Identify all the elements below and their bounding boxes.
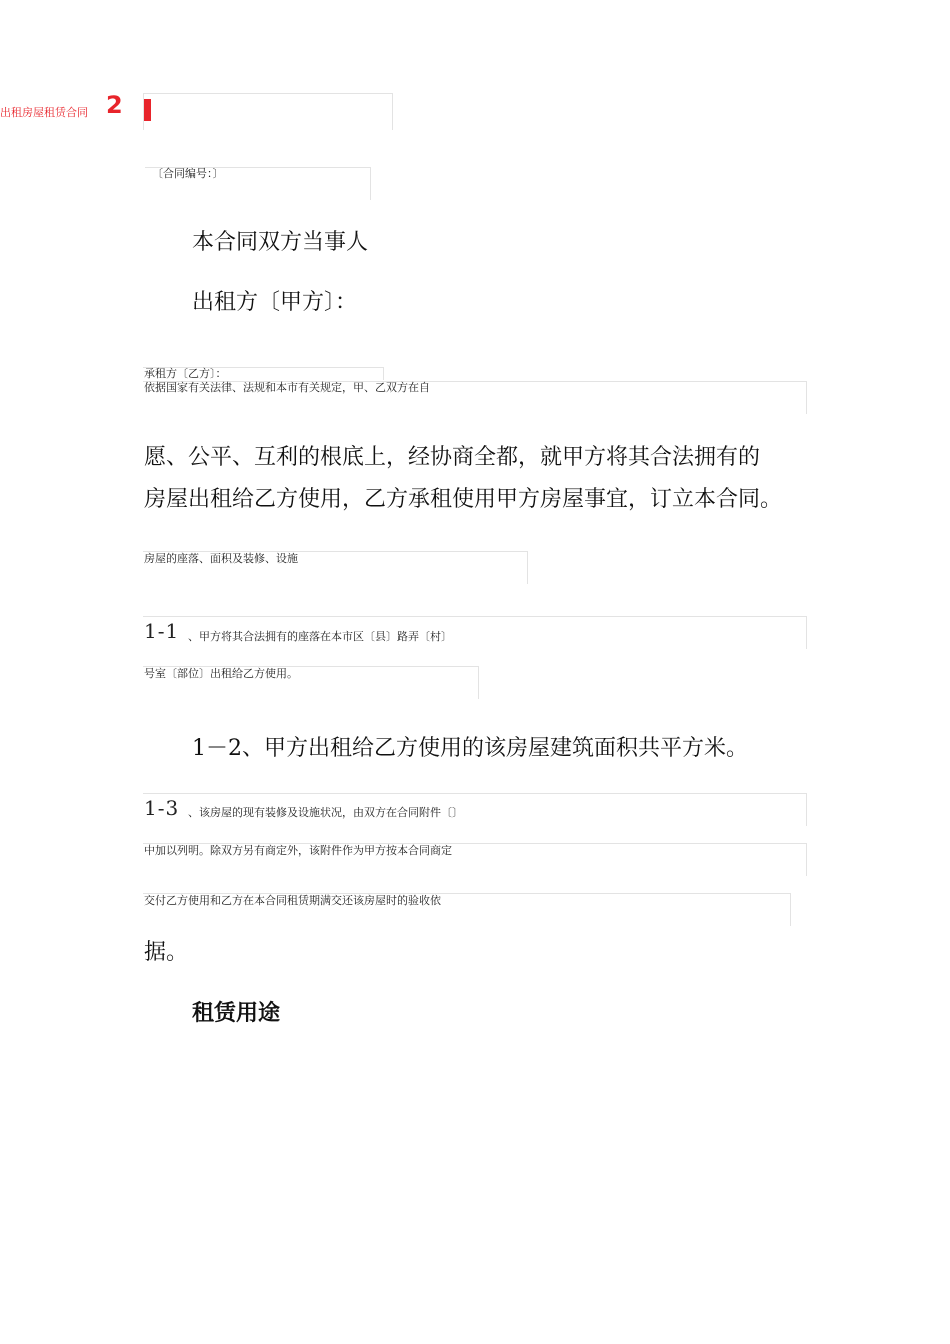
item-1-3-number: 1-3	[144, 796, 180, 820]
header-frame	[143, 93, 393, 130]
contract-number-label: 〔合同编号：〕	[152, 167, 224, 180]
parties-heading: 本合同双方当事人	[192, 230, 369, 255]
red-marker-bar	[144, 99, 151, 121]
lessor-label: 出租方〔甲方〕：	[192, 290, 358, 315]
preamble-line-3: 房屋出租给乙方使用，乙方承租使用甲方房屋事宜，订立本合同。	[144, 487, 783, 512]
lessee-label: 承租方〔乙方〕：	[144, 367, 227, 380]
section1-title: 房屋的座落、面积及装修、设施	[144, 552, 298, 565]
item-1-3-line-3: 交付乙方使用和乙方在本合同租赁期满交还该房屋时的验收依	[144, 894, 441, 907]
item-1-2-text: 1－2、甲方出租给乙方使用的该房屋建筑面积共平方米。	[192, 736, 748, 761]
item-1-1-continuation: 号室〔部位〕出租给乙方使用。	[144, 667, 298, 680]
item-1-3-line-2: 中加以列明。除双方另有商定外，该附件作为甲方按本合同商定	[144, 844, 452, 857]
item-1-1-text: 、甲方将其合法拥有的座落在本市区〔县〕路弄〔村〕	[188, 630, 452, 643]
item-1-1-number: 1-1	[144, 619, 180, 643]
document-header-title: 出租房屋租赁合同	[0, 106, 88, 119]
preamble-line-1: 依据国家有关法律、法规和本市有关规定，甲、乙双方在自	[144, 381, 430, 394]
item-1-3-line-4: 据。	[144, 940, 189, 965]
preamble-line-2: 愿、公平、互利的根底上，经协商全都，就甲方将其合法拥有的	[144, 445, 761, 470]
document-header-number: 2	[106, 91, 123, 119]
item-1-3-line-1: 、该房屋的现有装修及设施状况，由双方在合同附件〔〕	[188, 806, 463, 819]
section2-title: 租赁用途	[192, 1000, 281, 1026]
